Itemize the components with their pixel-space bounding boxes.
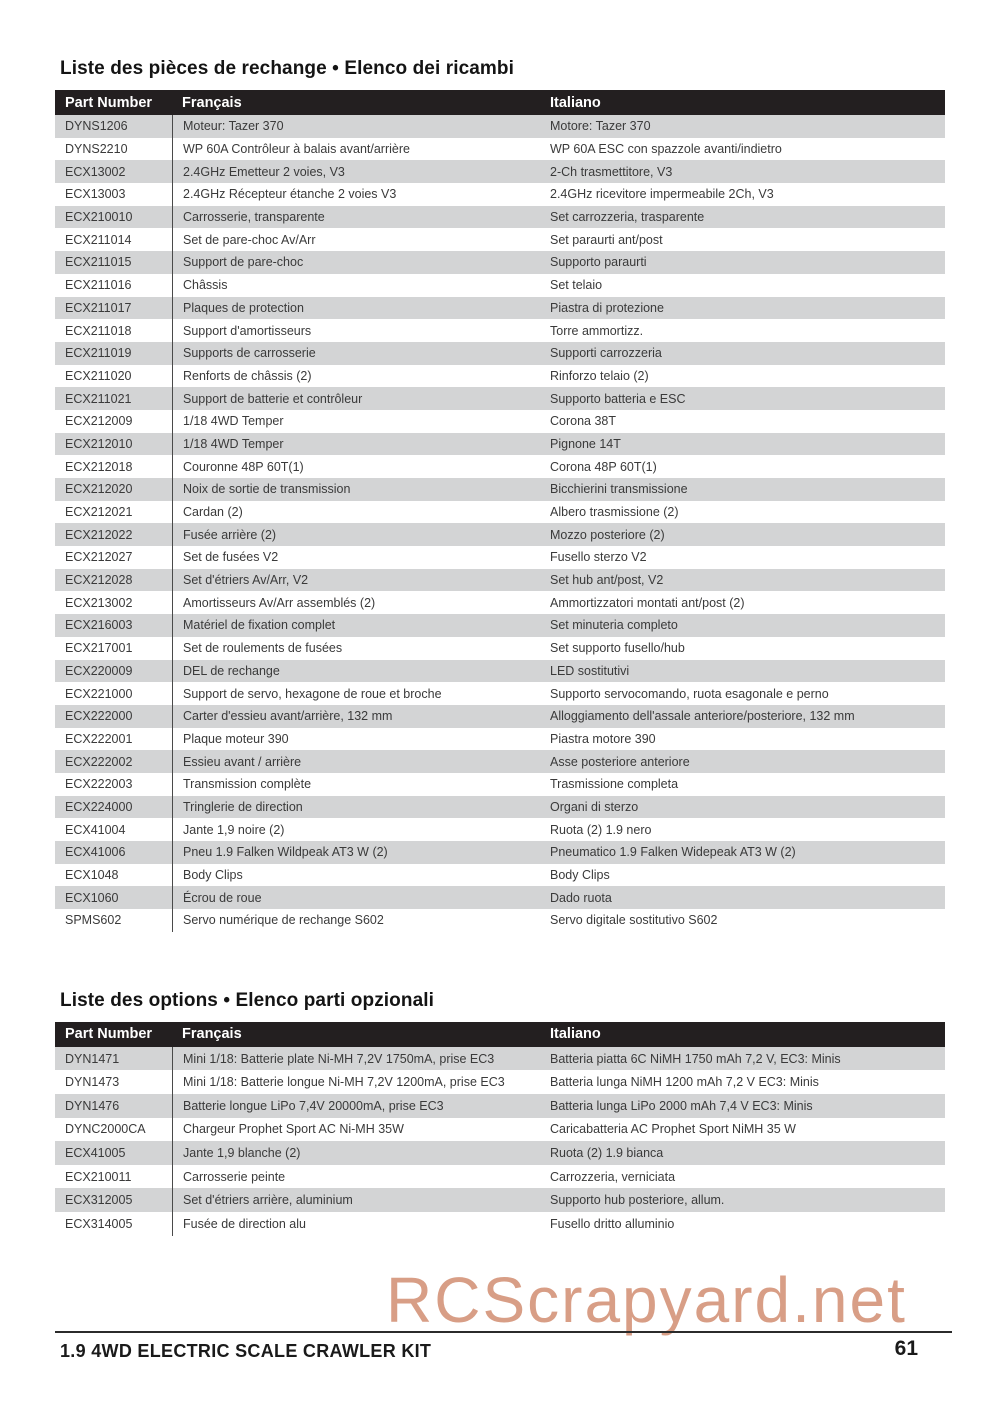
francais-cell: Body Clips xyxy=(172,864,550,887)
part-number-cell: ECX222000 xyxy=(65,709,133,724)
part-number-cell: ECX211015 xyxy=(65,255,132,270)
italiano-cell: Supporto paraurti xyxy=(550,255,647,270)
part-number-cell: ECX210011 xyxy=(65,1169,132,1184)
italiano-cell: Corona 38T xyxy=(550,414,617,429)
francais-cell: Fusée de direction alu xyxy=(172,1212,550,1236)
italiano-cell: Torre ammortizz. xyxy=(550,323,644,338)
francais-cell: Jante 1,9 blanche (2) xyxy=(172,1141,550,1165)
francais-cell: Support de batterie et contrôleur xyxy=(172,387,550,410)
francais-cell: Essieu avant / arrière xyxy=(172,750,550,773)
table-row xyxy=(55,637,945,660)
francais-cell: 1/18 4WD Temper xyxy=(172,410,550,433)
italiano-cell: Supporto hub posteriore, allum. xyxy=(550,1193,725,1208)
table-row xyxy=(55,410,945,433)
italiano-cell: Batteria lunga NiMH 1200 mAh 7,2 V EC3: Minis xyxy=(550,1075,819,1090)
table-row xyxy=(55,1070,945,1094)
francais-cell: DEL de rechange xyxy=(172,660,550,683)
part-number-cell: SPMS602 xyxy=(65,913,122,928)
spare-parts-header-row xyxy=(55,90,945,115)
francais-cell: Batterie longue LiPo 7,4V 20000mA, prise EC3 xyxy=(172,1094,550,1118)
column-header: Français xyxy=(182,1026,242,1043)
francais-cell: Supports de carrosserie xyxy=(172,342,550,365)
italiano-cell: Piastra di protezione xyxy=(550,300,664,315)
table-row xyxy=(55,115,945,138)
table-row xyxy=(55,433,945,456)
francais-cell: Moteur: Tazer 370 xyxy=(172,115,550,138)
part-number-cell: ECX211019 xyxy=(65,346,132,361)
part-number-cell: ECX222003 xyxy=(65,777,133,792)
table-row xyxy=(55,705,945,728)
spare-parts-table-body xyxy=(55,115,945,932)
francais-cell: Pneu 1.9 Falken Wildpeak AT3 W (2) xyxy=(172,841,550,864)
part-number-cell: ECX220009 xyxy=(65,663,133,678)
francais-cell: Amortisseurs Av/Arr assemblés (2) xyxy=(172,591,550,614)
part-number-cell: ECX211021 xyxy=(65,391,132,406)
table-row xyxy=(55,274,945,297)
francais-cell: Set d'étriers arrière, aluminium xyxy=(172,1188,550,1212)
part-number-cell: ECX314005 xyxy=(65,1216,133,1231)
table-row xyxy=(55,750,945,773)
part-number-cell: ECX1048 xyxy=(65,868,119,883)
table-row xyxy=(55,569,945,592)
part-number-cell: DYN1473 xyxy=(65,1075,120,1090)
table-row xyxy=(55,228,945,251)
part-number-cell: ECX212018 xyxy=(65,459,133,474)
column-header: Français xyxy=(182,94,242,111)
italiano-cell: 2-Ch trasmettitore, V3 xyxy=(550,164,673,179)
italiano-cell: Organi di sterzo xyxy=(550,799,639,814)
francais-cell: Transmission complète xyxy=(172,773,550,796)
table-row xyxy=(55,183,945,206)
francais-cell: Servo numérique de rechange S602 xyxy=(172,909,550,932)
table-row xyxy=(55,1188,945,1212)
francais-cell: Carrosserie peinte xyxy=(172,1165,550,1189)
italiano-cell: Bicchierini transmissione xyxy=(550,482,688,497)
table-row xyxy=(55,387,945,410)
italiano-cell: Ruota (2) 1.9 bianca xyxy=(550,1145,664,1160)
part-number-cell: ECX213002 xyxy=(65,595,133,610)
table-row xyxy=(55,1118,945,1142)
part-number-cell: ECX222001 xyxy=(65,731,133,746)
table-row xyxy=(55,591,945,614)
part-number-cell: ECX211016 xyxy=(65,278,132,293)
part-number-cell: ECX221000 xyxy=(65,686,133,701)
table-row xyxy=(55,523,945,546)
options-header-row xyxy=(55,1022,945,1047)
part-number-cell: ECX211018 xyxy=(65,323,132,338)
italiano-cell: Carrozzeria, verniciata xyxy=(550,1169,676,1184)
options-title: Liste des options • Elenco parti opzionali xyxy=(60,989,435,1011)
italiano-cell: Fusello sterzo V2 xyxy=(550,550,647,565)
francais-cell: Tringlerie de direction xyxy=(172,796,550,819)
table-row xyxy=(55,773,945,796)
table-row xyxy=(55,728,945,751)
table-row xyxy=(55,160,945,183)
italiano-cell: Pignone 14T xyxy=(550,436,621,451)
footer-kit-title: 1.9 4WD ELECTRIC SCALE CRAWLER KIT xyxy=(60,1341,432,1361)
italiano-cell: Trasmissione completa xyxy=(550,777,679,792)
italiano-cell: Body Clips xyxy=(550,868,610,883)
table-row xyxy=(55,796,945,819)
column-header: Part Number xyxy=(65,94,153,111)
francais-cell: 1/18 4WD Temper xyxy=(172,433,550,456)
part-number-cell: ECX222002 xyxy=(65,754,133,769)
part-number-cell: DYN1471 xyxy=(65,1051,120,1066)
italiano-cell: Fusello dritto alluminio xyxy=(550,1216,675,1231)
francais-cell: Support d'amortisseurs xyxy=(172,319,550,342)
francais-cell: WP 60A Contrôleur à balais avant/arrière xyxy=(172,138,550,161)
part-number-cell: ECX212009 xyxy=(65,414,133,429)
italiano-cell: Set telaio xyxy=(550,278,603,293)
table-row xyxy=(55,365,945,388)
italiano-cell: Set minuteria completo xyxy=(550,618,678,633)
table-row xyxy=(55,886,945,909)
italiano-cell: Corona 48P 60T(1) xyxy=(550,459,657,474)
italiano-cell: Set supporto fusello/hub xyxy=(550,641,685,656)
francais-cell: Set de fusées V2 xyxy=(172,546,550,569)
italiano-cell: Motore: Tazer 370 xyxy=(550,119,651,134)
options-table xyxy=(55,1022,945,1236)
francais-cell: Support de pare-choc xyxy=(172,251,550,274)
table-row xyxy=(55,138,945,161)
francais-cell: Set de roulements de fusées xyxy=(172,637,550,660)
francais-cell: Cardan (2) xyxy=(172,501,550,524)
italiano-cell: Batteria piatta 6C NiMH 1750 mAh 7,2 V, EC3: Minis xyxy=(550,1051,841,1066)
francais-cell: Mini 1/18: Batterie longue Ni-MH 7,2V 1200mA, prise EC3 xyxy=(172,1070,550,1094)
francais-cell: Fusée arrière (2) xyxy=(172,523,550,546)
italiano-cell: Set hub ant/post, V2 xyxy=(550,573,664,588)
table-row xyxy=(55,546,945,569)
italiano-cell: Dado ruota xyxy=(550,890,612,905)
table-row xyxy=(55,1141,945,1165)
part-number-cell: ECX212028 xyxy=(65,573,133,588)
table-row xyxy=(55,864,945,887)
part-number-cell: DYNS1206 xyxy=(65,119,128,134)
italiano-cell: Albero trasmissione (2) xyxy=(550,505,679,520)
part-number-cell: DYNS2210 xyxy=(65,142,128,157)
italiano-cell: Set carrozzeria, trasparente xyxy=(550,210,705,225)
francais-cell: 2.4GHz Récepteur étanche 2 voies V3 xyxy=(172,183,550,206)
francais-cell: Châssis xyxy=(172,274,550,297)
part-number-cell: ECX41004 xyxy=(65,822,126,837)
part-number-cell: ECX13002 xyxy=(65,164,126,179)
part-number-cell: DYN1476 xyxy=(65,1098,120,1113)
table-row xyxy=(55,319,945,342)
francais-cell: Matériel de fixation complet xyxy=(172,614,550,637)
table-row xyxy=(55,1094,945,1118)
italiano-cell: 2.4GHz ricevitore impermeabile 2Ch, V3 xyxy=(550,187,774,202)
italiano-cell: Caricabatteria AC Prophet Sport NiMH 35 W xyxy=(550,1122,796,1137)
part-number-cell: ECX212021 xyxy=(65,505,133,520)
part-number-cell: ECX210010 xyxy=(65,210,133,225)
table-row xyxy=(55,682,945,705)
table-row xyxy=(55,342,945,365)
part-number-cell: ECX212022 xyxy=(65,527,133,542)
table-row xyxy=(55,297,945,320)
part-number-cell: ECX41006 xyxy=(65,845,126,860)
italiano-cell: Servo digitale sostitutivo S602 xyxy=(550,913,718,928)
part-number-cell: ECX211020 xyxy=(65,368,132,383)
part-number-cell: ECX216003 xyxy=(65,618,133,633)
italiano-cell: Supporto servocomando, ruota esagonale e perno xyxy=(550,686,829,701)
francais-cell: Noix de sortie de transmission xyxy=(172,478,550,501)
watermark-text: RCScrapyard.net xyxy=(386,1264,907,1336)
column-header: Italiano xyxy=(550,1026,601,1043)
francais-cell: Support de servo, hexagone de roue et broche xyxy=(172,682,550,705)
options-table-body xyxy=(55,1047,945,1236)
francais-cell: Écrou de roue xyxy=(172,886,550,909)
part-number-cell: ECX1060 xyxy=(65,890,119,905)
spare-parts-title: Liste des pièces de rechange • Elenco dei ricambi xyxy=(60,58,515,79)
francais-cell: Mini 1/18: Batterie plate Ni-MH 7,2V 1750mA, prise EC3 xyxy=(172,1047,550,1071)
francais-cell: Plaque moteur 390 xyxy=(172,728,550,751)
table-row xyxy=(55,455,945,478)
column-header: Italiano xyxy=(550,94,601,111)
italiano-cell: LED sostitutivi xyxy=(550,663,630,678)
part-number-cell: ECX41005 xyxy=(65,1145,126,1160)
footer-divider xyxy=(55,1331,952,1333)
table-row xyxy=(55,206,945,229)
italiano-cell: Piastra motore 390 xyxy=(550,731,656,746)
francais-cell: Couronne 48P 60T(1) xyxy=(172,455,550,478)
italiano-cell: Supporto batteria e ESC xyxy=(550,391,686,406)
francais-cell: 2.4GHz Emetteur 2 voies, V3 xyxy=(172,160,550,183)
table-row xyxy=(55,1165,945,1189)
part-number-cell: ECX312005 xyxy=(65,1193,133,1208)
francais-cell: Set d'étriers Av/Arr, V2 xyxy=(172,569,550,592)
part-number-cell: ECX212027 xyxy=(65,550,133,565)
italiano-cell: Mozzo posteriore (2) xyxy=(550,527,665,542)
italiano-cell: Rinforzo telaio (2) xyxy=(550,368,649,383)
part-number-cell: ECX224000 xyxy=(65,799,133,814)
table-row xyxy=(55,478,945,501)
table-row xyxy=(55,1212,945,1236)
italiano-cell: Alloggiamento dell'assale anteriore/posteriore, 132 mm xyxy=(550,709,855,724)
francais-cell: Chargeur Prophet Sport AC Ni-MH 35W xyxy=(172,1118,550,1142)
part-number-cell: DYNC2000CA xyxy=(65,1122,146,1137)
table-row xyxy=(55,251,945,274)
part-number-cell: ECX212020 xyxy=(65,482,133,497)
italiano-cell: Batteria lunga LiPo 2000 mAh 7,4 V EC3: Minis xyxy=(550,1098,813,1113)
part-number-cell: ECX211017 xyxy=(65,300,132,315)
spare-parts-table xyxy=(55,90,945,932)
part-number-cell: ECX211014 xyxy=(65,232,132,247)
page-number: 61 xyxy=(894,1337,918,1360)
francais-cell: Set de pare-choc Av/Arr xyxy=(172,228,550,251)
italiano-cell: Supporti carrozzeria xyxy=(550,346,662,361)
francais-cell: Renforts de châssis (2) xyxy=(172,365,550,388)
column-header: Part Number xyxy=(65,1026,153,1043)
table-row xyxy=(55,841,945,864)
part-number-cell: ECX212010 xyxy=(65,436,133,451)
italiano-cell: Pneumatico 1.9 Falken Widepeak AT3 W (2) xyxy=(550,845,796,860)
table-row xyxy=(55,1047,945,1071)
francais-cell: Jante 1,9 noire (2) xyxy=(172,818,550,841)
table-row xyxy=(55,660,945,683)
francais-cell: Carrosserie, transparente xyxy=(172,206,550,229)
part-number-cell: ECX217001 xyxy=(65,641,133,656)
francais-cell: Plaques de protection xyxy=(172,297,550,320)
part-number-cell: ECX13003 xyxy=(65,187,126,202)
italiano-cell: Asse posteriore anteriore xyxy=(550,754,690,769)
francais-cell: Carter d'essieu avant/arrière, 132 mm xyxy=(172,705,550,728)
italiano-cell: WP 60A ESC con spazzole avanti/indietro xyxy=(550,142,782,157)
table-row xyxy=(55,501,945,524)
italiano-cell: Set paraurti ant/post xyxy=(550,232,663,247)
italiano-cell: Ruota (2) 1.9 nero xyxy=(550,822,652,837)
page-content xyxy=(55,0,945,1236)
table-row xyxy=(55,614,945,637)
italiano-cell: Ammortizzatori montati ant/post (2) xyxy=(550,595,745,610)
table-row xyxy=(55,909,945,932)
table-row xyxy=(55,818,945,841)
